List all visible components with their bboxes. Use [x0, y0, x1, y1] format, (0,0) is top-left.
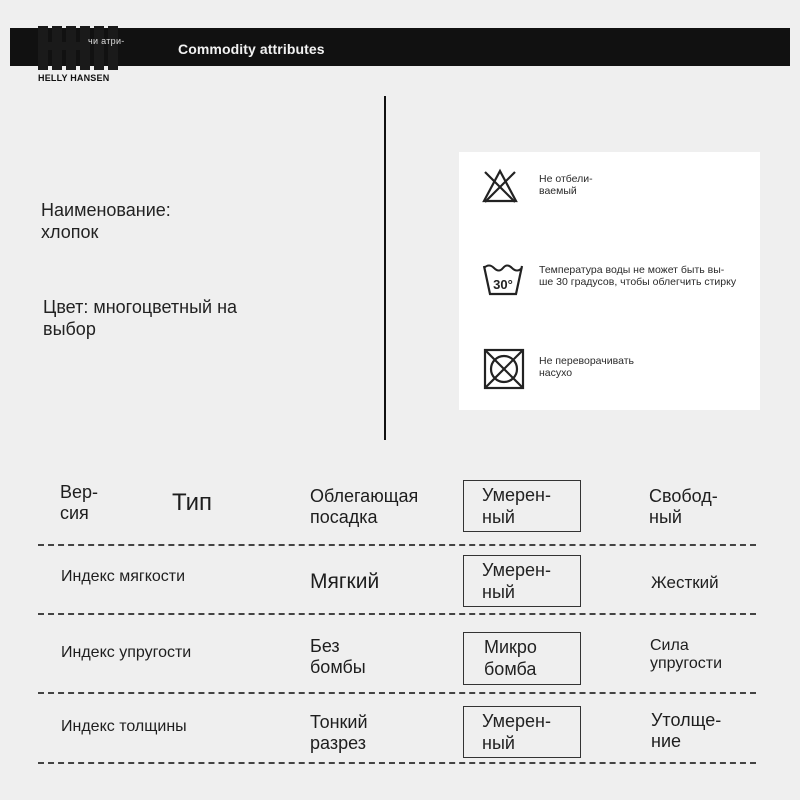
- header-bar: [10, 28, 790, 66]
- row4-left-value: Тонкий разрез: [310, 712, 368, 753]
- header-title: Commodity attributes: [178, 41, 325, 57]
- care-text-no-bleach: Не отбели- ваемый: [539, 173, 593, 197]
- care-text-wash-temp: Температура воды не может быть вы- ше 30 градусов, чтобы облегчить стирку: [539, 264, 737, 288]
- divider-vertical: [384, 96, 386, 440]
- row-elasticity-label: Индекс упругости: [61, 644, 192, 661]
- row2-left-value: Мягкий: [310, 570, 380, 593]
- row4-selected-box: [463, 706, 581, 758]
- row4-mid-value: Умерен- ный: [482, 711, 551, 753]
- row3-right-value: Сила упругости: [650, 637, 723, 672]
- row2-right-value: Жесткий: [651, 573, 719, 592]
- row-softness-label: Индекс мягкости: [61, 568, 186, 585]
- no-tumble-dry-icon: [483, 348, 525, 390]
- row1-selected-box: [463, 480, 581, 532]
- row-type-label: Тип: [172, 489, 213, 516]
- row-version-label: Вер- сия: [60, 482, 99, 523]
- attribute-name: Наименование: хлопок: [41, 200, 171, 242]
- row-thickness-label: Индекс толщины: [61, 718, 187, 735]
- row2-mid-value: Умерен- ный: [482, 560, 551, 602]
- row3-selected-box: [463, 632, 581, 685]
- no-bleach-icon: [481, 168, 519, 204]
- row4-right-value: Утолще- ние: [651, 710, 722, 751]
- row3-left-value: Без бомбы: [310, 636, 366, 677]
- row1-left-value: Облегающая посадка: [310, 486, 419, 527]
- brand-logo-icon: [38, 26, 128, 70]
- row3-mid-value: Микро бомба: [484, 637, 537, 679]
- row-divider: [38, 544, 756, 546]
- wash-temp-label: 30°: [493, 277, 513, 292]
- row-divider: [38, 692, 756, 694]
- attribute-color: Цвет: многоцветный на выбор: [43, 297, 238, 339]
- row1-right-value: Свобод- ный: [649, 486, 718, 527]
- brand-name: HELLY HANSEN: [38, 73, 110, 83]
- row1-mid-value: Умерен- ный: [482, 485, 551, 527]
- row-divider: [38, 613, 756, 615]
- care-instructions-panel: [459, 152, 760, 410]
- header-small-text: чи атри-: [88, 36, 125, 46]
- care-text-no-tumble-dry: Не переворачивать насухо: [539, 355, 634, 379]
- wash-30-icon: [481, 258, 525, 298]
- row-divider: [38, 762, 756, 764]
- row2-selected-box: [463, 555, 581, 607]
